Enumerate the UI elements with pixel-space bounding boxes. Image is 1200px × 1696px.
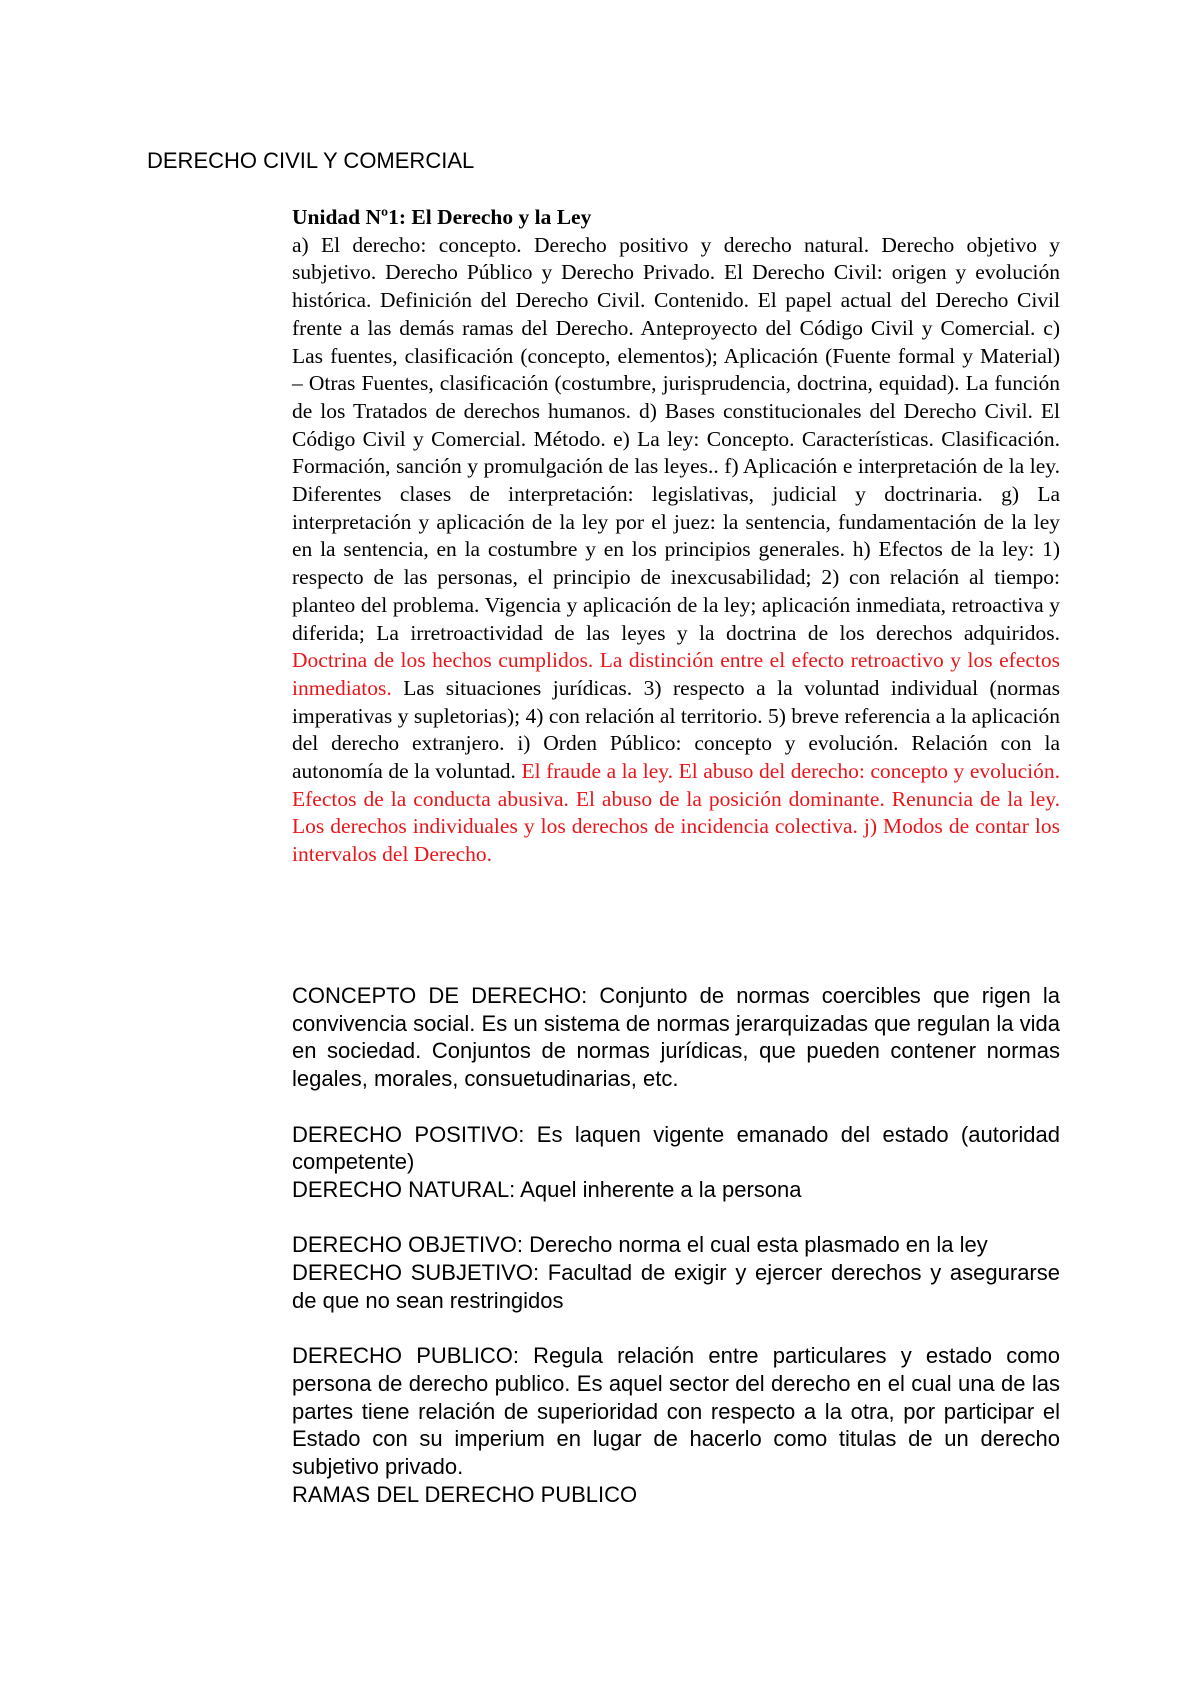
concepto-de-derecho: CONCEPTO DE DERECHO: Conjunto de normas coercibles que rigen la convivencia social. Es un sistema de normas jerarquizadas que regulan la vida en sociedad. Conjuntos de normas jurídicas, que pueden contener normas legales, morales, consuetudinarias, etc. bbox=[292, 983, 1060, 1092]
ramas-derecho-publico: RAMAS DEL DERECHO PUBLICO bbox=[292, 1481, 638, 1507]
derecho-positivo: DERECHO POSITIVO: Es laquen vigente emanado del estado (autoridad competente) bbox=[292, 1121, 1060, 1175]
derecho-natural: DERECHO NATURAL: Aquel inherente a la persona bbox=[292, 1176, 802, 1202]
unit-heading: Unidad Nº1: El Derecho y la Ley bbox=[292, 205, 592, 229]
syllabus-text: a) El derecho: concepto. Derecho positivo y derecho natural. Derecho objetivo y subjetivo. Derecho Público y Derecho Privado. El Derecho Civil: origen y evolución histórica. Definición del Derecho Civil. Contenido. El papel actual del Derecho Civil frente a las demás ramas del Derecho. Anteproyecto del Código Civil y Comercial. c) Las fuentes, clasificación (concepto, elementos); Aplicación (Fuente formal y Material) – Otras Fuentes, clasificación (costumbre, jurisprudencia, doctrina, equidad). La función de los Tratados de derechos humanos. d) Bases constitucionales del Derecho Civil. El Código Civil y Comercial. Método. e) La ley: Concepto. Características. Clasificación. Formación, sanción y promulgación de las leyes.. f) Aplicación e interpretación de la ley. Diferentes clases de interpretación: legislativas, judicial y doctrinaria. g) La interpretación y aplicación de la ley por el juez: la sentencia, fundamentación de la ley en la sentencia, en la costumbre y en los principios generales. h) Efectos de la ley: 1) respecto de las personas, el principio de inexcusabilidad; 2) con relación al tiempo: planteo del problema. Vigencia y aplicación de la ley; aplicación inmediata, retroactiva y diferida; La irretroactividad de las leyes y la doctrina de los derechos adquiridos. bbox=[292, 232, 1060, 645]
syllabus-highlight: El fraude a la ley. El abuso del derecho: concepto y evolución. Efectos de la conducta abusiva. El abuso de la posición dominante. Renuncia de la ley. Los derechos individuales y los derechos de incidencia colectiva. j) Modos de contar los intervalos del Derecho. bbox=[292, 759, 1060, 867]
syllabus-text: Las situaciones jurídicas. 3) respecto a la voluntad individual (normas imperativas y supletorias); 4) con relación al territorio. 5) breve referencia a la aplicación del derecho extranjero. i) Orden Público: concepto y evolución. Relación con la autonomía de la voluntad. bbox=[292, 675, 1060, 784]
syllabus-paragraph bbox=[292, 232, 1060, 869]
derecho-publico: DERECHO PUBLICO: Regula relación entre particulares y estado como persona de derecho publico. Es aquel sector del derecho en el cual una de las partes tiene relación de superioridad con respecto a la otra, por participar el Estado con su imperium en lugar de hacerlo como titulas de un derecho subjetivo privado. bbox=[292, 1343, 1060, 1479]
document-title: DERECHO CIVIL Y COMERCIAL bbox=[147, 148, 475, 173]
notes-section bbox=[292, 982, 1060, 1508]
derecho-objetivo: DERECHO OBJETIVO: Derecho norma el cual esta plasmado en la ley bbox=[292, 1232, 988, 1258]
syllabus-highlight: Doctrina de los hechos cumplidos. La distinción entre el efecto retroactivo y los efectos inmediatos. bbox=[292, 648, 1060, 700]
syllabus-section bbox=[292, 204, 1060, 869]
derecho-subjetivo: DERECHO SUBJETIVO: Facultad de exigir y ejercer derechos y asegurarse de que no sean restringidos bbox=[292, 1260, 1060, 1313]
